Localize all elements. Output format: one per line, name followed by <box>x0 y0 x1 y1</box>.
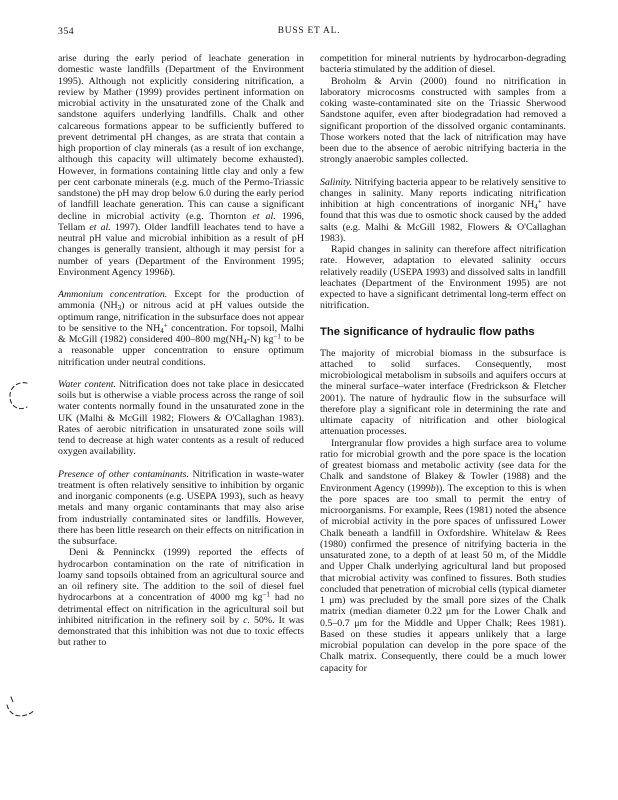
paragraph-other-contaminants: Presence of other contaminants. Nitrification in waste-water treatment is often relatively sensitive to inhibition by organic and inorganic components (e.g. USEPA 1993), such as heavy metals and many organic contaminants that may also arise from industrially contaminated sites or landfills. However, there has been little research on their effects on nitrification in the subsurface. <box>58 468 304 547</box>
right-column <box>320 53 566 674</box>
section-heading: The significance of hydraulic flow paths <box>320 325 535 338</box>
left-column <box>58 53 304 649</box>
scan-artifact-icon <box>6 378 34 416</box>
paragraph: Deni & Penninckx (1999) reported the effects of hydrocarbon contamination on the rate of nitrification in loamy sand topsoils obtained from an agricultural source and an oil refinery site. The addition to the soil of diesel fuel hydrocarbons at a concentration of 4000 mg $kg^{-1}$ had no detrimental effect on nitrification in the agricultural soil but inhibited nitrification in the refinery soil by c. 50%. It was demonstrated that this inhibition was not due to toxic effects but rather to <box>58 547 304 649</box>
paragraph: Intergranular flow provides a high surface area to volume ratio for microbial growth and the pore space is the location of greatest biomass and metabolic activity (see data for the Chalk and sandstone of Blakey & Towler (1988) and the Environment Agency (1999b)). The exception to this is when the pore spaces are too small to permit the entry of microorganisms. For example, Rees (1981) noted the absence of microbial activity in the pore spaces of unfissured Lower Chalk beneath a landfill in Oxfordshire. Whitelaw & Rees (1980) confirmed the presence of nitrifying bacteria in the unsaturated zone, to a depth of at least 50 m, of the Middle and Upper Chalk underlying agricultural land but proposed that microbial activity was confined to fissures. Both studies concluded that penetration of microbial cells (typical diameter 1 μm) was precluded by the small pore sizes of the Chalk matrix (median diameter 0.22 μm for the Lower Chalk and 0.5–0.7 μm for the Middle and Upper Chalk; Rees 1981). Based on these studies it appears unlikely that a large microbial population can develop in the pore space of the Chalk matrix. Consequently, there could be a much lower capacity for <box>320 437 567 674</box>
paragraph-salinity: Salinity. Nitrifying bacteria appear to be relatively sensitive to changes in salinity. Many reports indicating nitrification inhibition at high concentrations of inorganic $NH_4^+$ have found that this was due to osmotic shock caused by the added salts (e.g. Malhi & McGill 1982, Flowers & O'Callaghan 1983). <box>320 176 566 244</box>
paragraph: Broholm & Arvin (2000) found no nitrification in laboratory microcosms constructed with samples from a coking waste-contaminated site on the Triassic Sherwood Sandstone aquifer, even after biodegradation had removed a significant proportion of the dissolved organic contaminants. Those workers noted that the lack of nitrification may have been due to the absence of aerobic nitrifying bacteria in the strongly anaerobic samples collected. <box>320 75 566 166</box>
paragraph: The majority of microbial biomass in the subsurface is attached to solid surfaces. Consequently, most microbiological metabolism in subsoils and aquifers occurs at the mineral surface–water interface (Fredrickson & Fletcher 2001). The nature of hydraulic flow in the subsurface will therefore play a significant role in determining the rate and ultimate capacity of nitrification and other biological attenuation processes. <box>320 347 566 438</box>
paragraph: competition for mineral nutrients by hydrocarbon-degrading bacteria stimulated by the addition of diesel. <box>320 53 566 76</box>
paragraph: Rapid changes in salinity can therefore affect nitrification rate. However, adaptation to elevated salinity occurs relatively readily (USEPA 1993) and dissolved salts in landfill leachates (Department of the Environment 1995) are not expected to have a significant detrimental long-term effect on nitrification. <box>320 244 566 312</box>
paragraph-ammonium-concentration: Ammonium concentration. Except for the production of ammonia $(NH_3)$ or nitrous acid at pH values outside the optimum range, nitrification in the subsurface does not appear to be sensitive to the $NH_4^+$ concentration. For topsoil, Malhi & McGill (1982) considered 400–800 $mg(NH_4-N)$ $kg^{-1}$ to be a reasonable upper concentration to ensure optimum nitrification under neutral conditions. <box>58 289 304 368</box>
scan-artifact-icon <box>2 694 38 724</box>
page-number: 354 <box>58 26 75 37</box>
paragraph-water-content: Water content. Nitrification does not take place in desiccated soils but is otherwise a viable process across the range of soil water contents normally found in the unsaturated zone in the UK (Malhi & McGill 1982; Flowers & O'Callaghan 1983). Rates of aerobic nitrification in unsaturated zone soils will tend to decrease at high water contents as a result of reduced oxygen availability. <box>58 378 304 458</box>
running-head: BUSS ET AL. <box>277 26 341 36</box>
paragraph: arise during the early period of leachate generation in domestic waste landfills (Department of the Environment 1995). Although not explicitly considering nitrification, a review by Mather (1999) provides pertinent information on microbial activity in the unsaturated zone of the Chalk and sandstone aquifers underlying landfills. Chalk and other calcareous formations appear to be sufficiently buffered to prevent detrimental pH changes, as are strata that contain a high proportion of clay minerals (as a result of ion exchange, although this capacity will ultimately become exhausted). However, in formations containing little clay and only a few per cent carbonate minerals (e.g. much of the Permo-Triassic sandstone) the pH may drop below 6.0 during the early period of landfill leachate generation. This can cause a significant decline in microbial activity (e.g. Thornton et al. 1996, Tellam et al. 1997). Older landfill leachates tend to have a neutral pH value and microbial inhibition as a result of pH changes is generally transient, although it may persist for a number of years (Department of the Environment 1995; Environment Agency 1996b). <box>58 53 305 278</box>
